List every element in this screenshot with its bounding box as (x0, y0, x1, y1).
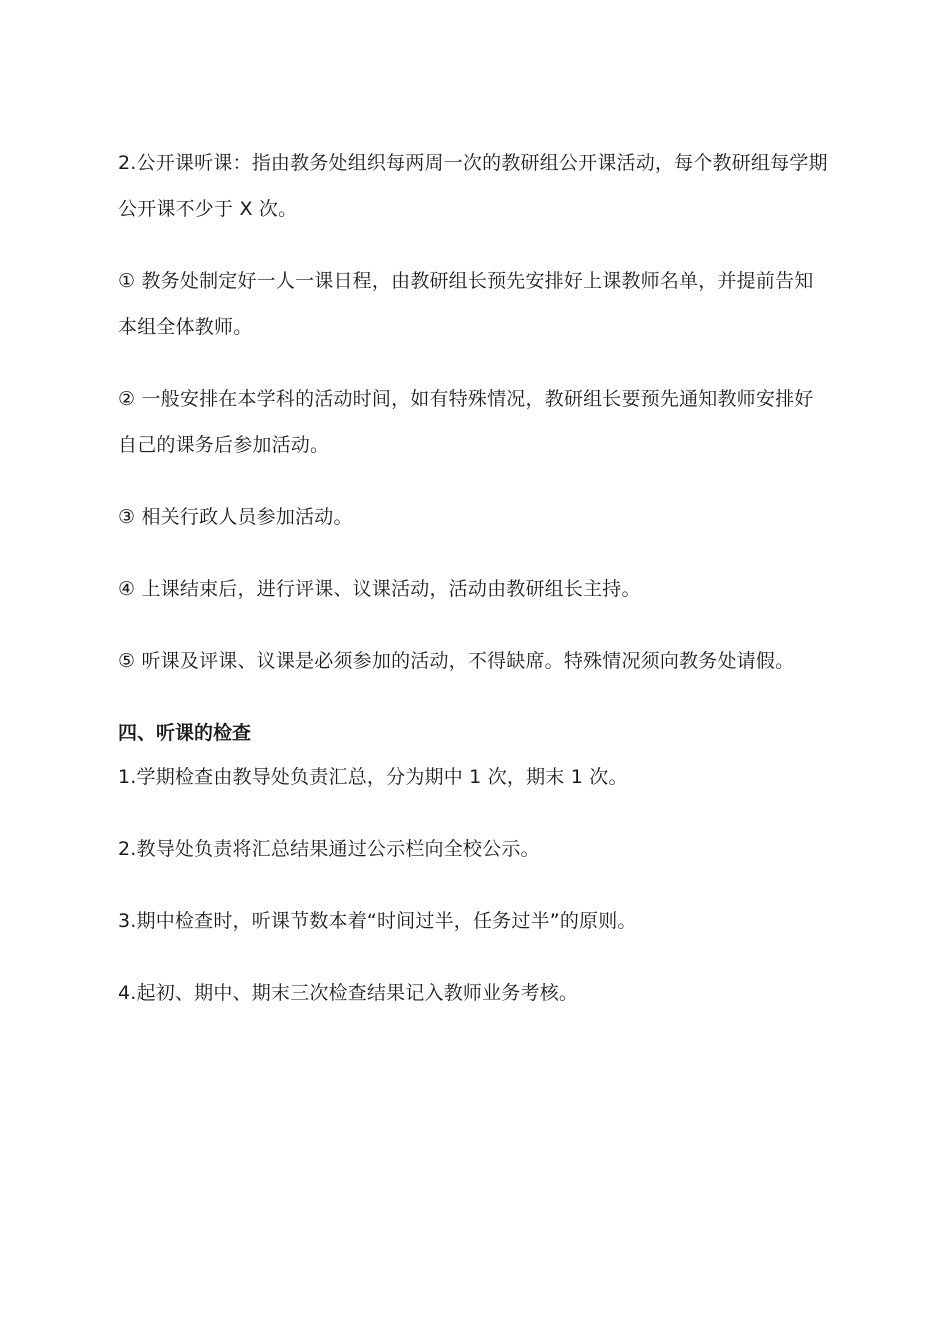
open-class-section (118, 140, 830, 684)
open-class-subitem-3: ③ 相关行政人员参加活动。 (118, 506, 353, 528)
open-class-subitem-1: ① 教务处制定好一人一课日程，由教研组长预先安排好上课教师名单，并提前告知本组全体教师。 (118, 270, 814, 338)
check-item-1: 1.学期检查由教导处负责汇总，分为期中 1 次，期末 1 次。 (118, 766, 628, 788)
check-item-2: 2.教导处负责将汇总结果通过公示栏向全校公示。 (118, 838, 540, 860)
check-section (118, 710, 830, 1016)
open-class-subitem-5: ⑤ 听课及评课、议课是必须参加的活动，不得缺席。特殊情况须向教务处请假。 (118, 650, 795, 672)
check-item-4: 4.起初、期中、期末三次检查结果记入教师业务考核。 (118, 982, 579, 1004)
open-class-subitem-2: ② 一般安排在本学科的活动时间，如有特殊情况，教研组长要预先通知教师安排好自己的课务后参加活动。 (118, 388, 814, 456)
open-class-subitem-4: ④ 上课结束后，进行评课、议课活动，活动由教研组长主持。 (118, 578, 641, 600)
open-class-paragraph: 2.公开课听课：指由教务处组织每两周一次的教研组公开课活动，每个教研组每学期公开课不少于 X 次。 (118, 152, 828, 220)
document-page (118, 140, 830, 1042)
check-item-3: 3.期中检查时，听课节数本着“时间过半，任务过半”的原则。 (118, 910, 637, 932)
check-section-heading: 四、听课的检查 (118, 722, 252, 744)
